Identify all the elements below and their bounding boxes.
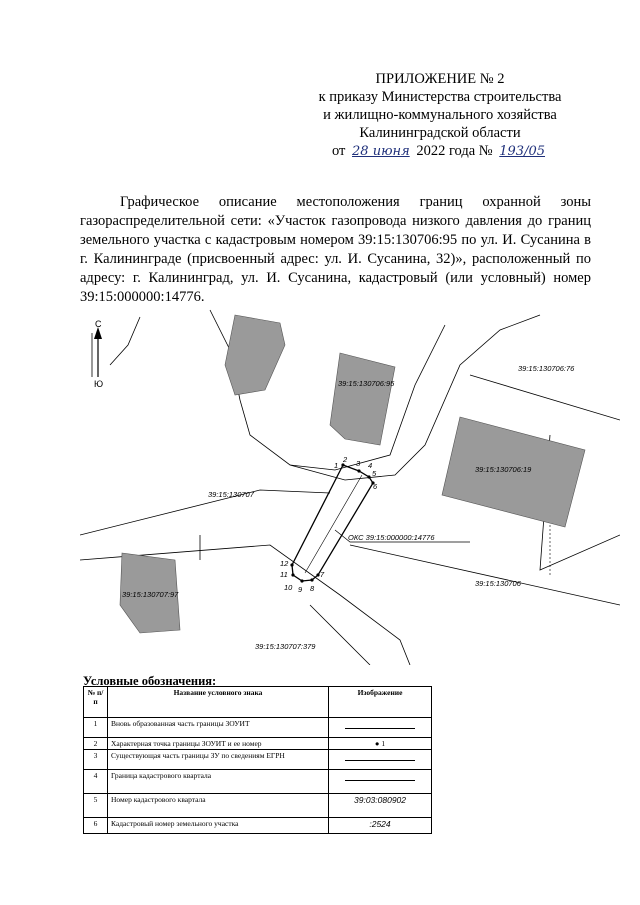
label-parcel-379: 39:15:130707:379: [255, 642, 316, 651]
label-quarter-76: 39:15:130706:76: [518, 364, 575, 373]
point-label: 12: [280, 559, 289, 568]
date-suffix: 2022 года №: [416, 143, 493, 159]
legend-row-no: 3: [84, 750, 108, 770]
legend-row-image: [329, 738, 432, 750]
legend-row-no: 6: [84, 818, 108, 834]
legend-table: [83, 686, 432, 834]
legend-header-no: № п/ п: [84, 687, 108, 718]
point-label: 5: [372, 469, 377, 478]
point-label: 1: [334, 461, 339, 470]
line-symbol: [345, 771, 415, 781]
point-label: 9: [298, 585, 303, 594]
description-text: Графическое описание местоположения границ охранной зоны газораспределительной сети: «Участок газопровода низкого давления до границ земельного участка с кадастровым номером 39:15:130706:95 по ул. И. Сусанина в г. Калининграде (присвоенный адрес: ул. И. Сусанина, 32)», расположенный по адресу: г. Калининград, ул. И. Сусанина, кадастровый (или условный) номер 39:15:000000:14776.: [80, 194, 591, 305]
legend-row-no: 5: [84, 794, 108, 818]
handwritten-date: 28 июня: [352, 144, 410, 159]
legend-row-image: [329, 718, 432, 738]
line-symbol: [345, 719, 415, 729]
legend-row-image: :2524: [329, 818, 432, 834]
point-label: 2: [343, 455, 348, 464]
point-label: 11: [280, 570, 288, 579]
point-symbol-icon: ●: [374, 739, 380, 748]
label-quarter-130707: 39:15:130707: [208, 490, 254, 499]
point-label: 7: [320, 570, 325, 579]
legend-row-no: 1: [84, 718, 108, 738]
south-label: Ю: [94, 379, 104, 389]
legend-row: [84, 818, 432, 834]
appendix-title: ПРИЛОЖЕНИЕ № 2: [375, 71, 505, 87]
line-symbol: [345, 751, 415, 761]
point-symbol-number: 1: [381, 739, 386, 748]
legend-row-no: 2: [84, 738, 108, 750]
legend-title: Условные обозначения:: [83, 674, 217, 688]
legend-row: [84, 718, 432, 738]
description-block: [80, 193, 591, 307]
legend-header-name: Название условного знака: [108, 687, 329, 718]
legend-row-name: Существующая часть границы ЗУ по сведениям ЕГРН: [108, 750, 329, 770]
legend-row-image: 39:03:080902: [329, 794, 432, 818]
legend-row-image: [329, 770, 432, 794]
legend-header-row: [84, 687, 432, 718]
north-label: С: [95, 319, 102, 329]
handwritten-number: 193/05: [499, 144, 546, 159]
point-label: 4: [368, 461, 373, 470]
cadastral-map: [80, 305, 620, 665]
legend-row: [84, 770, 432, 794]
header-line-2: и жилищно-коммунального хозяйства: [323, 107, 557, 123]
legend-row-name: Кадастровый номер земельного участка: [108, 818, 329, 834]
legend-row-image: [329, 750, 432, 770]
date-prefix: от: [331, 143, 346, 159]
building-north: [225, 315, 285, 395]
label-building-19: 39:15:130706:19: [475, 465, 532, 474]
legend-header-image: Изображение: [329, 687, 432, 718]
document-header: [300, 70, 580, 161]
label-building-97: 39:15:130707:97: [122, 590, 179, 599]
point-label: 8: [310, 584, 315, 593]
legend-row-no: 4: [84, 770, 108, 794]
point-label: 10: [284, 583, 293, 592]
legend-row-name: Характерная точка границы ЗОУИТ и ее номер: [108, 738, 329, 750]
header-line-1: к приказу Министерства строительства: [318, 89, 562, 105]
label-quarter-130706: 39:15:130706: [475, 579, 521, 588]
protection-zone: [292, 465, 373, 581]
legend-row: [84, 750, 432, 770]
legend-row-name: Вновь образованная часть границы ЗОУИТ: [108, 718, 329, 738]
date-line: [300, 142, 580, 161]
header-line-3: Калининградской области: [359, 125, 521, 141]
point-label: 6: [373, 482, 378, 491]
legend-row: [84, 794, 432, 818]
point-label: 3: [356, 459, 361, 468]
legend-row-name: Граница кадастрового квартала: [108, 770, 329, 794]
label-oks: ОКС 39:15:000000:14776: [348, 533, 435, 542]
boundary-points: [290, 463, 374, 582]
legend-row: [84, 738, 432, 750]
legend-row-name: Номер кадастрового квартала: [108, 794, 329, 818]
north-arrow-icon: [92, 327, 102, 377]
label-building-95: 39:15:130706:95: [338, 379, 395, 388]
building-95: [330, 353, 395, 445]
